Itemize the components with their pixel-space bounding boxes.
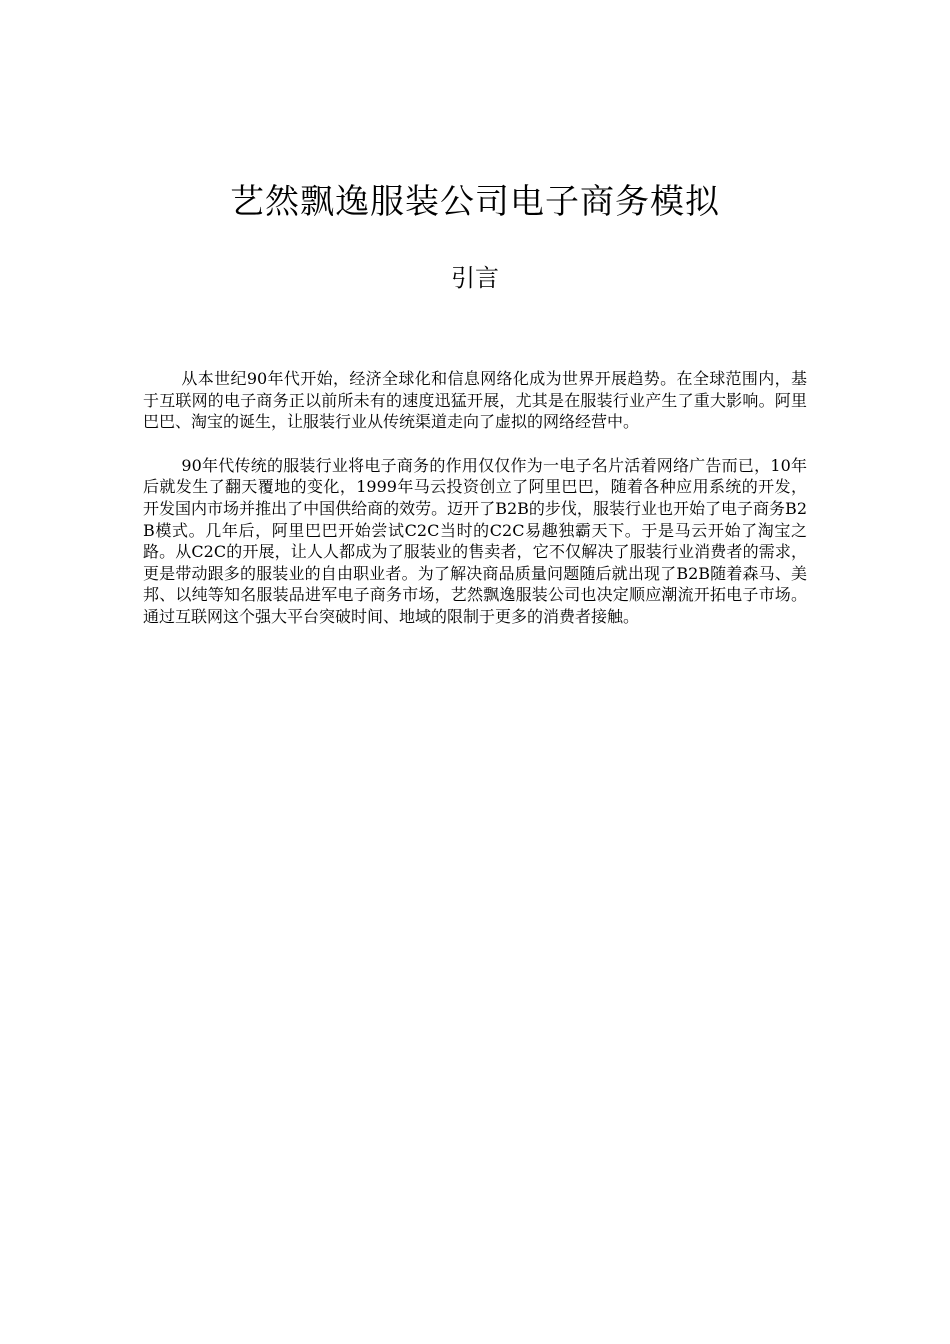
section-heading: 引言 [451,264,499,292]
body-paragraph: 从本世纪90年代开始，经济全球化和信息网络化成为世界开展趋势。在全球范围内，基于互联网的电子商务正以前所未有的速度迅猛开展，尤其是在服装行业产生了重大影响。阿里巴巴、淘宝的诞生，让服装行业从传统渠道走向了虚拟的网络经营中。 [143,369,807,432]
body-paragraph: 90年代传统的服装行业将电子商务的作用仅仅作为一电子名片活着网络广告而已，10年后就发生了翻天覆地的变化，1999年马云投资创立了阿里巴巴，随着各种应用系统的开发，开发国内市场并推出了中国供给商的效劳。迈开了B2B的步伐，服装行业也开始了电子商务B2B模式。几年后，阿里巴巴开始尝试C2C当时的C2C易趣独霸天下。于是马云开始了淘宝之路。从C2C的开展，让人人都成为了服装业的售卖者，它不仅解决了服装行业消费者的需求，更是带动跟多的服装业的自由职业者。为了解决商品质量问题随后就出现了B2B随着森马、美邦、以纯等知名服装品进军电子商务市场，艺然飘逸服装公司也决定顺应潮流开拓电子市场。通过互联网这个强大平台突破时间、地域的限制于更多的消费者接触。 [143,455,807,626]
document-body [143,368,807,628]
document-title: 艺然飘逸服装公司电子商务模拟 [230,182,720,222]
